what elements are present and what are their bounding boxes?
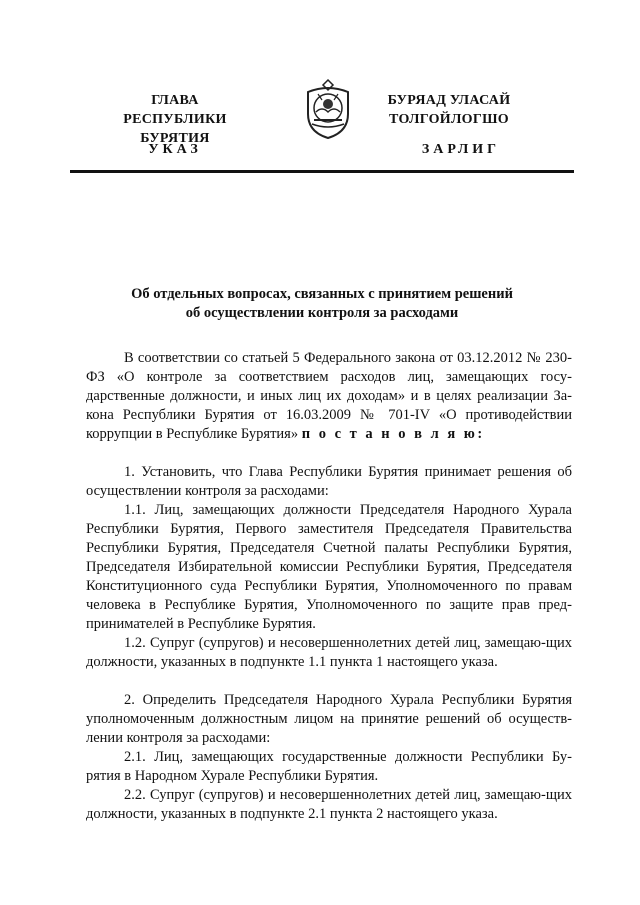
- document-title: [70, 285, 574, 323]
- clause-2: 2. Определить Председателя Народного Хурала Республики Бурятия уполномоченным должностным лицом на принятие решений об осуществ-лении контроля за расходами:: [86, 692, 572, 746]
- coat-of-arms-icon: [300, 76, 356, 142]
- preamble-text: В соответствии со статьей 5 Федерального закона от 03.12.2012 № 230-ФЗ «О контроле за соответствием расходов лиц, замещающих госу-дарственные должности, и иных лиц их доходам» и в целях реализации За-кона Республики Бурятия от 16.03.2009 № 701-IV «О противодействии коррупции в Республике Бурятия»: [86, 350, 572, 442]
- preamble-resolve: п о с т а н о в л я ю:: [301, 426, 485, 442]
- document-body: [86, 349, 572, 824]
- header-right-line2: ТОЛГОЙЛОГШО: [389, 112, 509, 127]
- clause-1-1: 1.1. Лиц, замещающих должности Председателя Народного Хурала Республики Бурятия, Первого заместителя Председателя Правительства Республики Бурятия, Председателя Счетной палаты Республики Бурятия, Председателя Избирательной комиссии Республики Бурятия, Председателя Конституционного суда Республики Бурятия, Уполномоченного по правам человека в Республике Бурятия, Уполномоченного по защите прав пред-принимателей в Республике Бурятия.: [86, 502, 572, 632]
- clause-1-2: 1.2. Супруг (супругов) и несовершеннолетних детей лиц, замещаю-щих должности, указанных в подпункте 1.1 пункта 1 настоящего указа.: [86, 635, 572, 670]
- title-line1: Об отдельных вопросах, связанных с принятием решений: [131, 286, 513, 302]
- clause-1: 1. Установить, что Глава Республики Бурятия принимает решения об осуществлении контроля за расходами:: [86, 464, 572, 499]
- clause-2-1: 2.1. Лиц, замещающих государственные должности Республики Бу-рятия в Народном Хурале Республики Бурятия.: [86, 749, 572, 784]
- title-line2: об осуществлении контроля за расходами: [185, 305, 459, 321]
- decree-label-bua: ЗАРЛИГ: [421, 142, 501, 157]
- header-left: [88, 91, 262, 148]
- header-right: [362, 91, 536, 129]
- header-divider: [70, 170, 574, 173]
- preamble-paragraph: [86, 349, 572, 444]
- header-right-line1: БУРЯАД УЛАСАЙ: [387, 93, 511, 108]
- header-left-line2: РЕСПУБЛИКИ БУРЯТИЯ: [123, 112, 227, 146]
- decree-label-ru: УКАЗ: [148, 142, 202, 157]
- clause-2-2: 2.2. Супруг (супругов) и несовершеннолетних детей лиц, замещаю-щих должности, указанных в подпункте 2.1 пункта 2 настоящего указа.: [86, 787, 572, 822]
- header-left-line1: ГЛАВА: [151, 93, 199, 108]
